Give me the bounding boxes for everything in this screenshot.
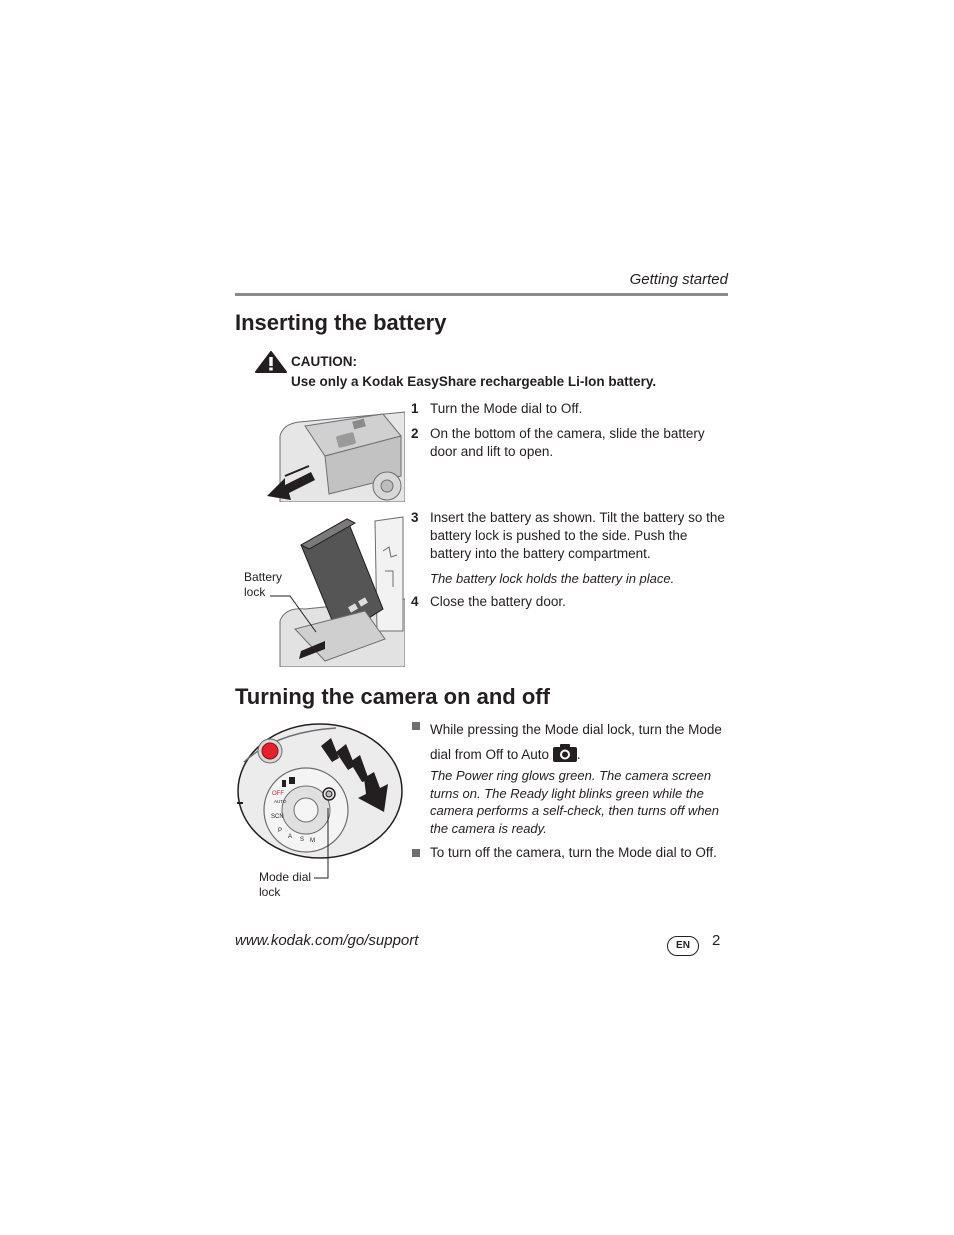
step-text: Turn the Mode dial to Off. [430, 401, 583, 416]
battery-insert-illustration [265, 511, 405, 667]
dial-label-a: A [288, 834, 293, 840]
section-title-battery: Inserting the battery [235, 310, 447, 335]
footer-url[interactable]: www.kodak.com/go/support [235, 932, 419, 949]
mode-dial-lock-callout-line1: Mode dial [259, 870, 312, 884]
step-number: 1 [411, 401, 419, 416]
power-bullet-1-text: While pressing the Mode dial lock, turn the Mode dial from Off to Auto [430, 722, 722, 762]
caution-icon [255, 351, 287, 373]
mode-dial-lock-leader-line [314, 806, 334, 882]
battery-note: The battery lock holds the battery in place. [430, 571, 675, 586]
step-number: 2 [411, 426, 419, 441]
power-bullet-1-end: . [576, 747, 581, 762]
step-text: On the bottom of the camera, slide the battery door and lift to open. [430, 426, 705, 459]
power-bullet-2-text: To turn off the camera, turn the Mode dial to Off. [430, 845, 717, 860]
dial-label-scn: SCN [271, 814, 284, 820]
battery-lock-callout-line1: Battery [244, 570, 283, 584]
dial-label-m: M [310, 838, 315, 844]
language-badge: EN [667, 936, 699, 956]
step-text: Close the battery door. [430, 594, 566, 609]
caution-text: Use only a Kodak EasyShare rechargeable Li-Ion battery. [291, 374, 657, 389]
bullet-square-icon [412, 722, 420, 730]
power-note: The Power ring glows green. The camera screen turns on. The Ready light blinks green while the camera performs a self-check, then turns off when the camera is ready. [430, 768, 720, 836]
power-bullet-1-text-wrap [430, 717, 730, 770]
step-text: Insert the battery as shown. Tilt the battery so the battery lock is pushed to the side. Push the battery into the battery compartment. [430, 510, 725, 561]
bullet-square-icon [412, 849, 420, 857]
step-number: 3 [411, 510, 419, 525]
dial-label-off: OFF [272, 791, 284, 797]
caution-label: CAUTION: [291, 354, 357, 369]
header-rule [235, 293, 728, 296]
battery-lock-leader-line [260, 592, 320, 642]
mode-dial-lock-callout-line2: lock [259, 885, 281, 899]
battery-door-illustration [265, 406, 405, 502]
section-label: Getting started [629, 271, 728, 288]
dial-label-s: S [300, 837, 305, 843]
step-number: 4 [411, 594, 419, 609]
dial-label-p: P [278, 828, 283, 834]
page-number: 2 [712, 932, 721, 949]
dial-label-auto: AUTO [274, 799, 287, 804]
battery-lock-callout-line2: lock [244, 585, 266, 599]
section-title-power: Turning the camera on and off [235, 684, 550, 709]
